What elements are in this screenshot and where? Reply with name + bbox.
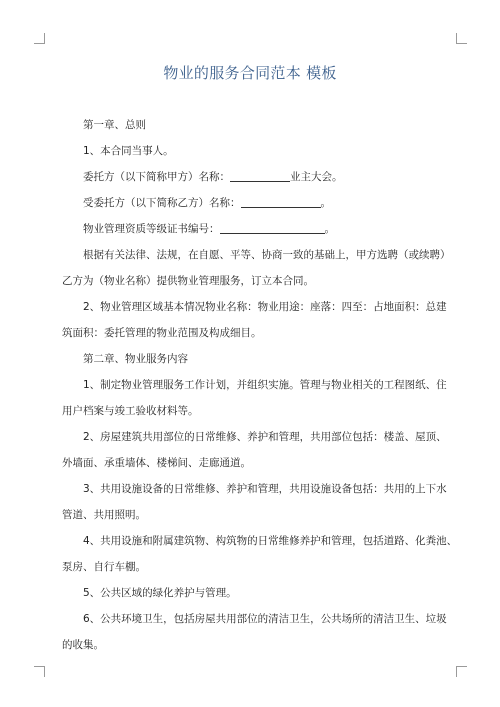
certificate-label: 物业管理资质等级证书编号： bbox=[83, 223, 220, 235]
crop-mark-bottom-right bbox=[456, 666, 467, 677]
service-item-5: 5、公共区域的绿化养护与管理。 bbox=[83, 587, 237, 599]
service-item-1-line-1: 1、制定物业管理服务工作计划，并组织实施。管理与物业相关的工程图纸、住 bbox=[83, 379, 447, 391]
paragraph-area-line-2: 筑面积：委托管理的物业范围及构成细目。 bbox=[62, 327, 262, 339]
crop-mark-top-left bbox=[34, 33, 45, 44]
paragraph-parties: 1、本合同当事人。 bbox=[83, 145, 174, 157]
document-body bbox=[62, 112, 458, 658]
party-b-line bbox=[62, 190, 442, 216]
party-b-name-blank[interactable] bbox=[241, 194, 321, 208]
service-item-4-line-1: 4、共用设施和附属建筑物、构筑物的日常维修养护和管理，包括道路、化粪池、 bbox=[83, 535, 458, 547]
chapter-heading-1: 第一章、总则 bbox=[83, 119, 146, 131]
service-item-3-line-1: 3、共用设施设备的日常维修、养护和管理，共用设施设备包括：共用的上下水 bbox=[83, 483, 447, 495]
party-a-label: 委托方（以下简称甲方）名称： bbox=[83, 171, 230, 183]
service-item-1-line-2: 用户档案与竣工验收材料等。 bbox=[62, 405, 199, 417]
paragraph-basis-line-2: 乙方为（物业名称）提供物业管理服务，订立本合同。 bbox=[62, 275, 314, 287]
service-item-2-line-1: 2、房屋建筑共用部位的日常维修、养护和管理，共用部位包括：楼盖、屋顶、 bbox=[83, 431, 447, 443]
chapter-heading-2: 第二章、物业服务内容 bbox=[83, 353, 188, 365]
document-title: 物业的服务合同范本 模板 bbox=[163, 64, 337, 82]
service-item-6-line-2: 的收集。 bbox=[62, 639, 104, 651]
paragraph-basis-line-1: 根据有关法律、法规，在自愿、平等、协商一致的基础上，甲方选聘（或续聘） bbox=[83, 249, 451, 261]
party-a-name-blank[interactable] bbox=[230, 168, 290, 182]
crop-mark-top-right bbox=[456, 33, 467, 44]
certificate-line bbox=[62, 216, 442, 242]
service-item-6-line-1: 6、公共环境卫生，包括房屋共用部位的清洁卫生，公共场所的清洁卫生、垃圾 bbox=[83, 613, 447, 625]
party-a-line bbox=[62, 164, 442, 190]
certificate-suffix: 。 bbox=[324, 223, 335, 235]
party-b-label: 受委托方（以下简称乙方）名称： bbox=[83, 197, 241, 209]
paragraph-area-line-1: 2、物业管理区域基本情况物业名称：物业用途：座落：四至：占地面积：总建 bbox=[83, 301, 447, 313]
party-a-suffix: 业主大会。 bbox=[290, 171, 343, 183]
service-item-3-line-2: 管道、共用照明。 bbox=[62, 509, 146, 521]
party-b-suffix: 。 bbox=[320, 197, 331, 209]
certificate-number-blank[interactable] bbox=[220, 220, 325, 234]
service-item-4-line-2: 泵房、自行车棚。 bbox=[62, 561, 146, 573]
service-item-2-line-2: 外墙面、承重墙体、楼梯间、走廊通道。 bbox=[62, 457, 251, 469]
crop-mark-bottom-left bbox=[34, 666, 45, 677]
